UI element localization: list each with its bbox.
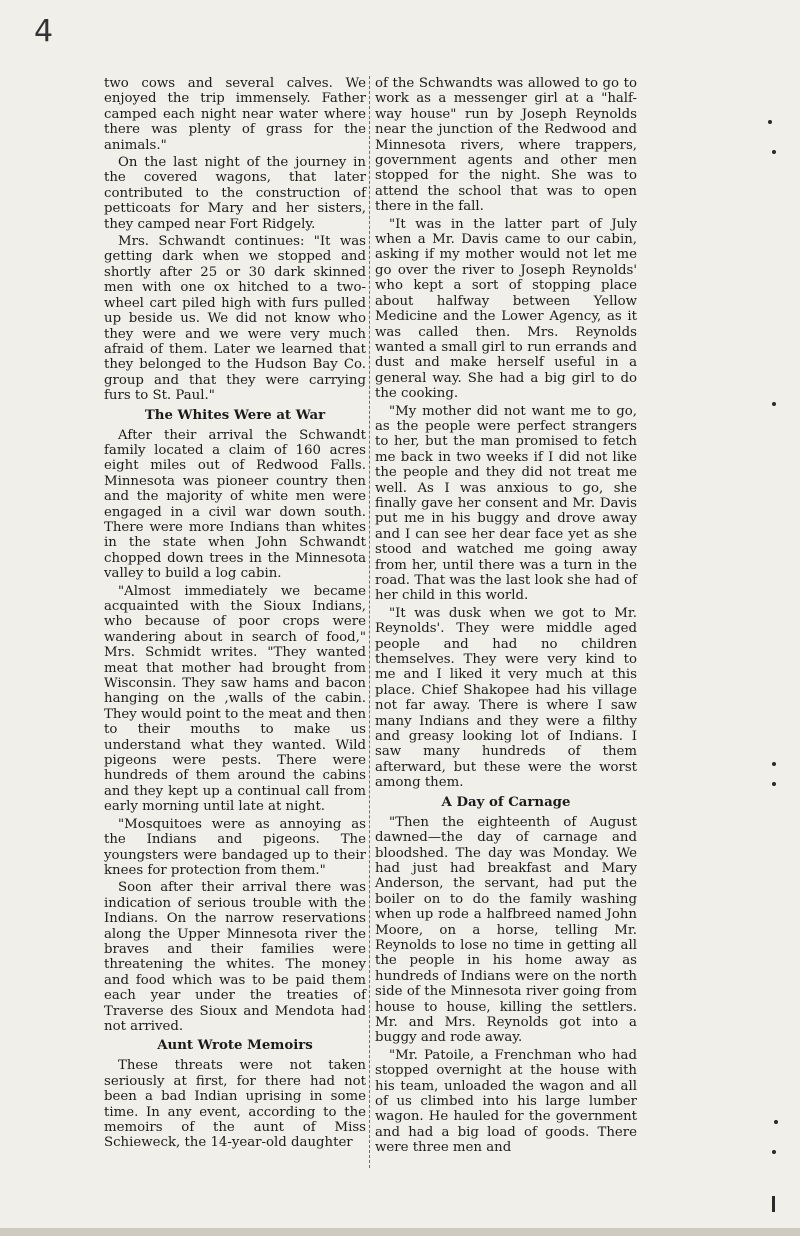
column-divider — [369, 76, 370, 1168]
margin-dot — [772, 782, 776, 786]
paragraph: "Mr. Patoile, a Frenchman who had stopped overnight at the house with his team, unloaded the wagon and all of us climbed into his large lumber wagon. He hauled for the government and had a big load of goods. There were three men and — [375, 1047, 637, 1156]
paragraph: "Almost immediately we became acquainted with the Sioux Indians, who because of poor crops were wandering about in search of food," Mrs. Schmidt writes. "They wanted meat that mother had brought from Wisconsin. They saw hams and bacon hanging on the ,walls of the cabin. They would point to the meat and then to their mouths to make us understand what they wanted. Wild pigeons were pests. There were hundreds of them around the cabins and they kept up a continual call from early morning until late at night. — [104, 583, 367, 815]
margin-dot — [774, 1120, 778, 1124]
paragraph: On the last night of the journey in the covered wagons, that later contributed to the construction of petticoats for Mary and her sisters, they camped near Fort Ridgely. — [104, 155, 366, 232]
margin-tick — [772, 1196, 775, 1212]
margin-dot — [772, 1150, 776, 1154]
section-heading: The Whites Were at War — [144, 407, 326, 423]
paragraph: After their arrival the Schwandt family located a claim of 160 acres eight miles out of Redwood Falls. Minnesota was pioneer country then and the majority of white men were engaged in a civil war down south. There were more Indians than whites in the state when John Schwandt chopped down trees in the Minnesota valley to build a log cabin. — [104, 427, 366, 582]
section-heading: A Day of Carnage — [441, 794, 571, 810]
paragraph: These threats were not taken seriously at first, for there had not been a bad Indian uprising in some time. In any event, according to the memoirs of the aunt of Miss Schieweck, the 14-year-old daughter — [104, 1058, 366, 1151]
margin-dot — [772, 762, 776, 766]
right-column — [375, 76, 637, 1158]
page-number: 4 — [34, 14, 54, 49]
margin-dot — [772, 402, 776, 406]
paragraph: "Mosquitoes were as annoying as the Indians and pigeons. The youngsters were bandaged up to their knees for protection from them." — [104, 816, 366, 878]
left-column — [104, 76, 366, 1153]
paragraph: "Then the eighteenth of August dawned—the day of carnage and bloodshed. The day was Monday. We had just had breakfast and Mary Anderson, the servant, had put the boiler on to do the family washing when up rode a halfbreed named John Moore, on a horse, telling Mr. Reynolds to lose no time in getting all the people in his home away as hundreds of Indians were on the north side of the Minnesota river going from house to house, killing the settlers. Mr. and Mrs. Reynolds got into a buggy and rode away. — [375, 814, 637, 1046]
paragraph: "It was dusk when we got to Mr. Reynolds'. They were middle aged people and had no children themselves. They were very kind to me and I liked it very much at this place. Chief Shakopee had his village not far away. There is where I saw many Indians and they were a filthy and greasy looking lot of Indians. I saw many hundreds of them afterward, but these were the worst among them. — [375, 605, 637, 791]
scan-edge — [0, 1228, 800, 1236]
paragraph: of the Schwandts was allowed to go to work as a messenger girl at a "half-way house" run by Joseph Reynolds near the junction of the Redwood and Minnesota rivers, where trappers, government agents and other men stopped for the night. She was to attend the school that was to open there in the fall. — [375, 76, 637, 215]
paragraph: two cows and several calves. We enjoyed the trip immensely. Father camped each night near water where there was plenty of grass for the animals." — [104, 76, 366, 153]
paragraph: Mrs. Schwandt continues: "It was getting dark when we stopped and shortly after 25 or 30 dark skinned men with one ox hitched to a two-wheel cart piled high with furs pulled up beside us. We did not know who they were and we were very much afraid of them. Later we learned that they belonged to the Hudson Bay Co. group and that they were carrying furs to St. Paul." — [104, 234, 366, 404]
paragraph: Soon after their arrival there was indication of serious trouble with the Indians. On the narrow reservations along the Upper Minnesota river the braves and their families were threatening the whites. The money and food which was to be paid them each year under the treaties of Traverse des Sioux and Mendota had not arrived. — [104, 880, 366, 1034]
margin-dot — [772, 150, 776, 154]
margin-dot — [768, 120, 772, 124]
paragraph: "My mother did not want me to go, as the people were perfect strangers to her, but the man promised to fetch me back in two weeks if I did not like the people and they did not treat me well. As I was anxious to go, she finally gave her consent and Mr. Davis put me in his buggy and drove away and I can see her dear face yet as she stood and watched me going away from her, until there was a turn in the road. That was the last look she had of her child in this world. — [375, 403, 637, 604]
section-heading: Aunt Wrote Memoirs — [157, 1038, 313, 1054]
paragraph: "It was in the latter part of July when a Mr. Davis came to our cabin, asking if my mother would not let me go over the river to Joseph Reynolds' who kept a sort of stopping place about halfway between Yellow Medicine and the Lower Agency, as it was called then. Mrs. Reynolds wanted a small girl to run errands and dust and make herself useful in a general way. She had a big girl to do the cooking. — [375, 216, 637, 402]
